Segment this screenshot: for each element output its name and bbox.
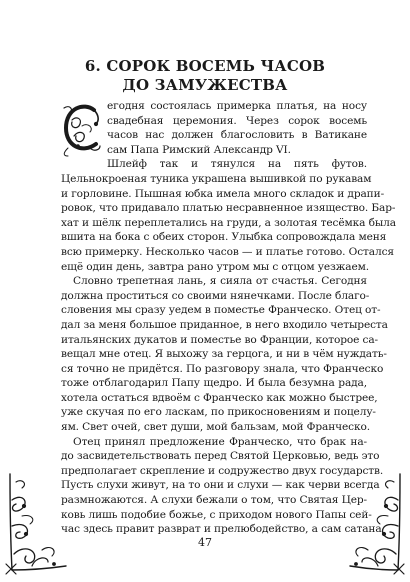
text-line: ся точно не придётся. По разговору знала, что Франческо [61, 362, 384, 375]
text-line: ещё один день, завтра рано утром мы с отцом уезжаем. [61, 260, 370, 273]
text-line: Словно трепетная лань, я сияла от счастья. Сегодня [73, 275, 367, 288]
chapter-title-line-1: 6. СОРОК ВОСЕМЬ ЧАСОВ [84, 57, 326, 75]
chapter-body [61, 99, 396, 537]
text-line: должна проститься со своими нянечками. После благо- [61, 289, 370, 302]
text-line: вшита на бока с обеих сторон. Улыбка сопровождала меня [61, 231, 387, 244]
text-line: уже скучая по его ласкам, по прикосновениям и поцелу- [61, 406, 376, 419]
chapter-title [60, 57, 350, 95]
text-line: словения мы сразу уедем в поместье Франческо. Отец от- [61, 304, 381, 317]
text-line: вещал мне отец. Я выхожу за герцога, и ни в чём нуждать- [61, 348, 387, 361]
text-line: хат и шёлк переплетались на груди, а золотая тесёмка была [61, 216, 396, 229]
text-line: всю примерку. Несколько часов — и платье готово. Остался [61, 245, 394, 258]
text-line: и горловине. Пышная юбка имела много складок и драпи- [61, 187, 385, 200]
text-line: Шлейф так и тянулся на пять футов. [107, 158, 367, 171]
page-number: 47 [198, 536, 212, 549]
text-line: час здесь правит разврат и прелюбодейство, а сам сатана [61, 523, 382, 536]
text-line: ям. Свет очей, свет души, мой бальзам, мой Франческо. [61, 421, 370, 434]
text-line: предполагает скрепление и содружество двух государств. [61, 464, 384, 477]
text-line: хотела остаться вдвоём с Франческо как можно быстрее, [61, 391, 378, 404]
text-line: Пусть слухи живут, на то они и слухи — как черви всегда [61, 479, 380, 492]
floral-ornament-icon [2, 470, 68, 580]
chapter-title-line-2: ДО ЗАМУЖЕСТВА [122, 76, 288, 94]
text-line: ровок, что придавало платью несравненное изящество. Бар- [61, 202, 396, 215]
text-line: итальянских дукатов и поместье во Франции, которое са- [61, 333, 378, 346]
text-line: дал за меня большое приданное, в него входило четыреста [61, 318, 388, 331]
text-line: свадебная церемония. Через сорок восемь [107, 114, 367, 127]
text-line: сам Папа Римский Александр VI. [107, 143, 291, 156]
text-line: ковь лишь подобие божье, с приходом нового Папы сей- [61, 508, 372, 521]
text-line: Отец принял предложение Франческо, что брак на- [73, 435, 367, 448]
text-line: егодня состоялась примерка платья, на носу [107, 100, 367, 112]
floral-ornament-icon [348, 470, 408, 580]
text-line: размножаются. А слухи бежали о том, что Святая Цер- [61, 494, 367, 507]
text-line: до засвидетельствовать перед Святой Церковью, ведь это [61, 450, 380, 463]
text-line: тоже отблагодарил Папу щедро. И была безумна рада, [61, 377, 367, 390]
text-line: Цельнокроеная туника украшена вышивкой по рукавам [61, 172, 372, 185]
text-line: часов нас должен благословить в Ватикане [107, 129, 367, 142]
